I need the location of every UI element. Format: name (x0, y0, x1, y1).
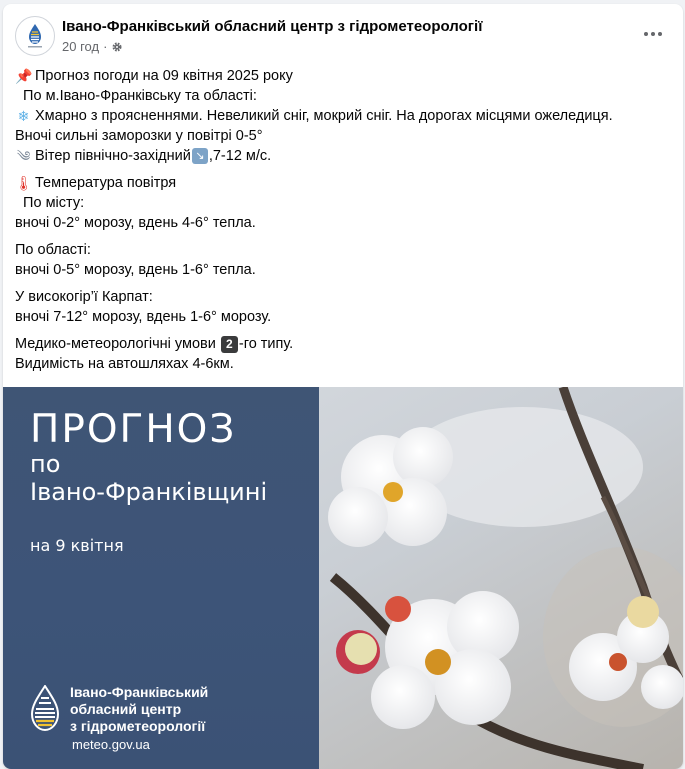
keycap-number: 2 (221, 336, 238, 353)
temperature-heading: Температура повітря (35, 175, 177, 191)
logo-icon (20, 21, 50, 51)
overlay-subtitle-line: Івано-Франківщині (30, 478, 268, 506)
more-icon (643, 31, 663, 37)
text-line (15, 260, 675, 280)
page-avatar[interactable] (15, 16, 55, 56)
text-line (15, 66, 675, 86)
text-line (15, 307, 675, 327)
forecast-title: Прогноз погоди на 09 квітня 2025 року (35, 68, 293, 84)
text-line (15, 126, 675, 146)
text-line (15, 287, 675, 307)
medical-conditions: Медико-метеорологічні умови (15, 336, 220, 352)
wind-speed: ,7-12 м/с. (208, 148, 272, 164)
more-options-button[interactable] (637, 22, 669, 46)
org-line: з гідрометеорології (70, 718, 206, 734)
city-heading: По місту: (15, 195, 85, 211)
snowflake-icon: ❄ (17, 108, 30, 124)
medical-conditions-suffix: -го типу. (238, 336, 294, 352)
mountains-temperature: вночі 7-12° морозу, вдень 1-6° морозу. (15, 309, 272, 325)
text-line (15, 354, 675, 374)
text-line (15, 106, 675, 126)
post-header (3, 4, 683, 64)
text-line (15, 240, 675, 260)
text-line (15, 86, 675, 106)
overlay-title: ПРОГНОЗ (30, 407, 237, 452)
page-name[interactable]: Івано-Франківський обласний центр з гідрометеорології (62, 18, 483, 35)
frost-note: Вночі сильні заморозки у повітрі 0-5° (15, 128, 263, 144)
org-line: Івано-Франківський (70, 684, 209, 700)
post-image[interactable] (3, 387, 683, 769)
oblast-temperature: вночі 0-5° морозу, вдень 1-6° тепла. (15, 262, 256, 278)
arrow-down-right-icon: ↘ (192, 148, 208, 164)
overlay-website: meteo.gov.ua (72, 737, 150, 752)
overlay-subtitle (30, 450, 267, 506)
separator-dot: · (103, 39, 108, 54)
overlay-subtitle-line: по (30, 450, 61, 478)
text-line (15, 213, 675, 233)
text-line (15, 193, 675, 213)
post-text (15, 66, 675, 374)
drop-logo-icon (28, 685, 62, 733)
post-meta (62, 39, 123, 54)
pushpin-icon: 📌 (15, 68, 33, 84)
post-card (3, 4, 683, 769)
visibility-note: Видимість на автошляхах 4-6км. (15, 356, 234, 372)
org-line: обласний центр (70, 701, 182, 717)
weather-description: Хмарно з проясненнями. Невеликий сніг, мокрий сніг. На дорогах місцями ожеледиця. (35, 108, 613, 124)
text-line (15, 334, 675, 354)
text-line (15, 146, 675, 166)
forecast-overlay (3, 387, 319, 769)
text-line (15, 173, 675, 193)
wind-icon: ༄ (16, 148, 31, 164)
overlay-date: на 9 квітня (30, 536, 124, 555)
mountains-heading: У високогір’ї Карпат: (15, 289, 153, 305)
overlay-org-name (70, 684, 208, 735)
oblast-heading: По області: (15, 242, 91, 258)
thermometer-icon: 🌡 (15, 175, 33, 191)
post-time[interactable]: 20 год (62, 39, 100, 54)
wind-direction: Вітер північно-західний (35, 148, 191, 164)
city-temperature: вночі 0-2° морозу, вдень 4-6° тепла. (15, 215, 256, 231)
region-heading: По м.Івано-Франківську та області: (15, 88, 257, 104)
gear-icon[interactable] (111, 41, 123, 53)
